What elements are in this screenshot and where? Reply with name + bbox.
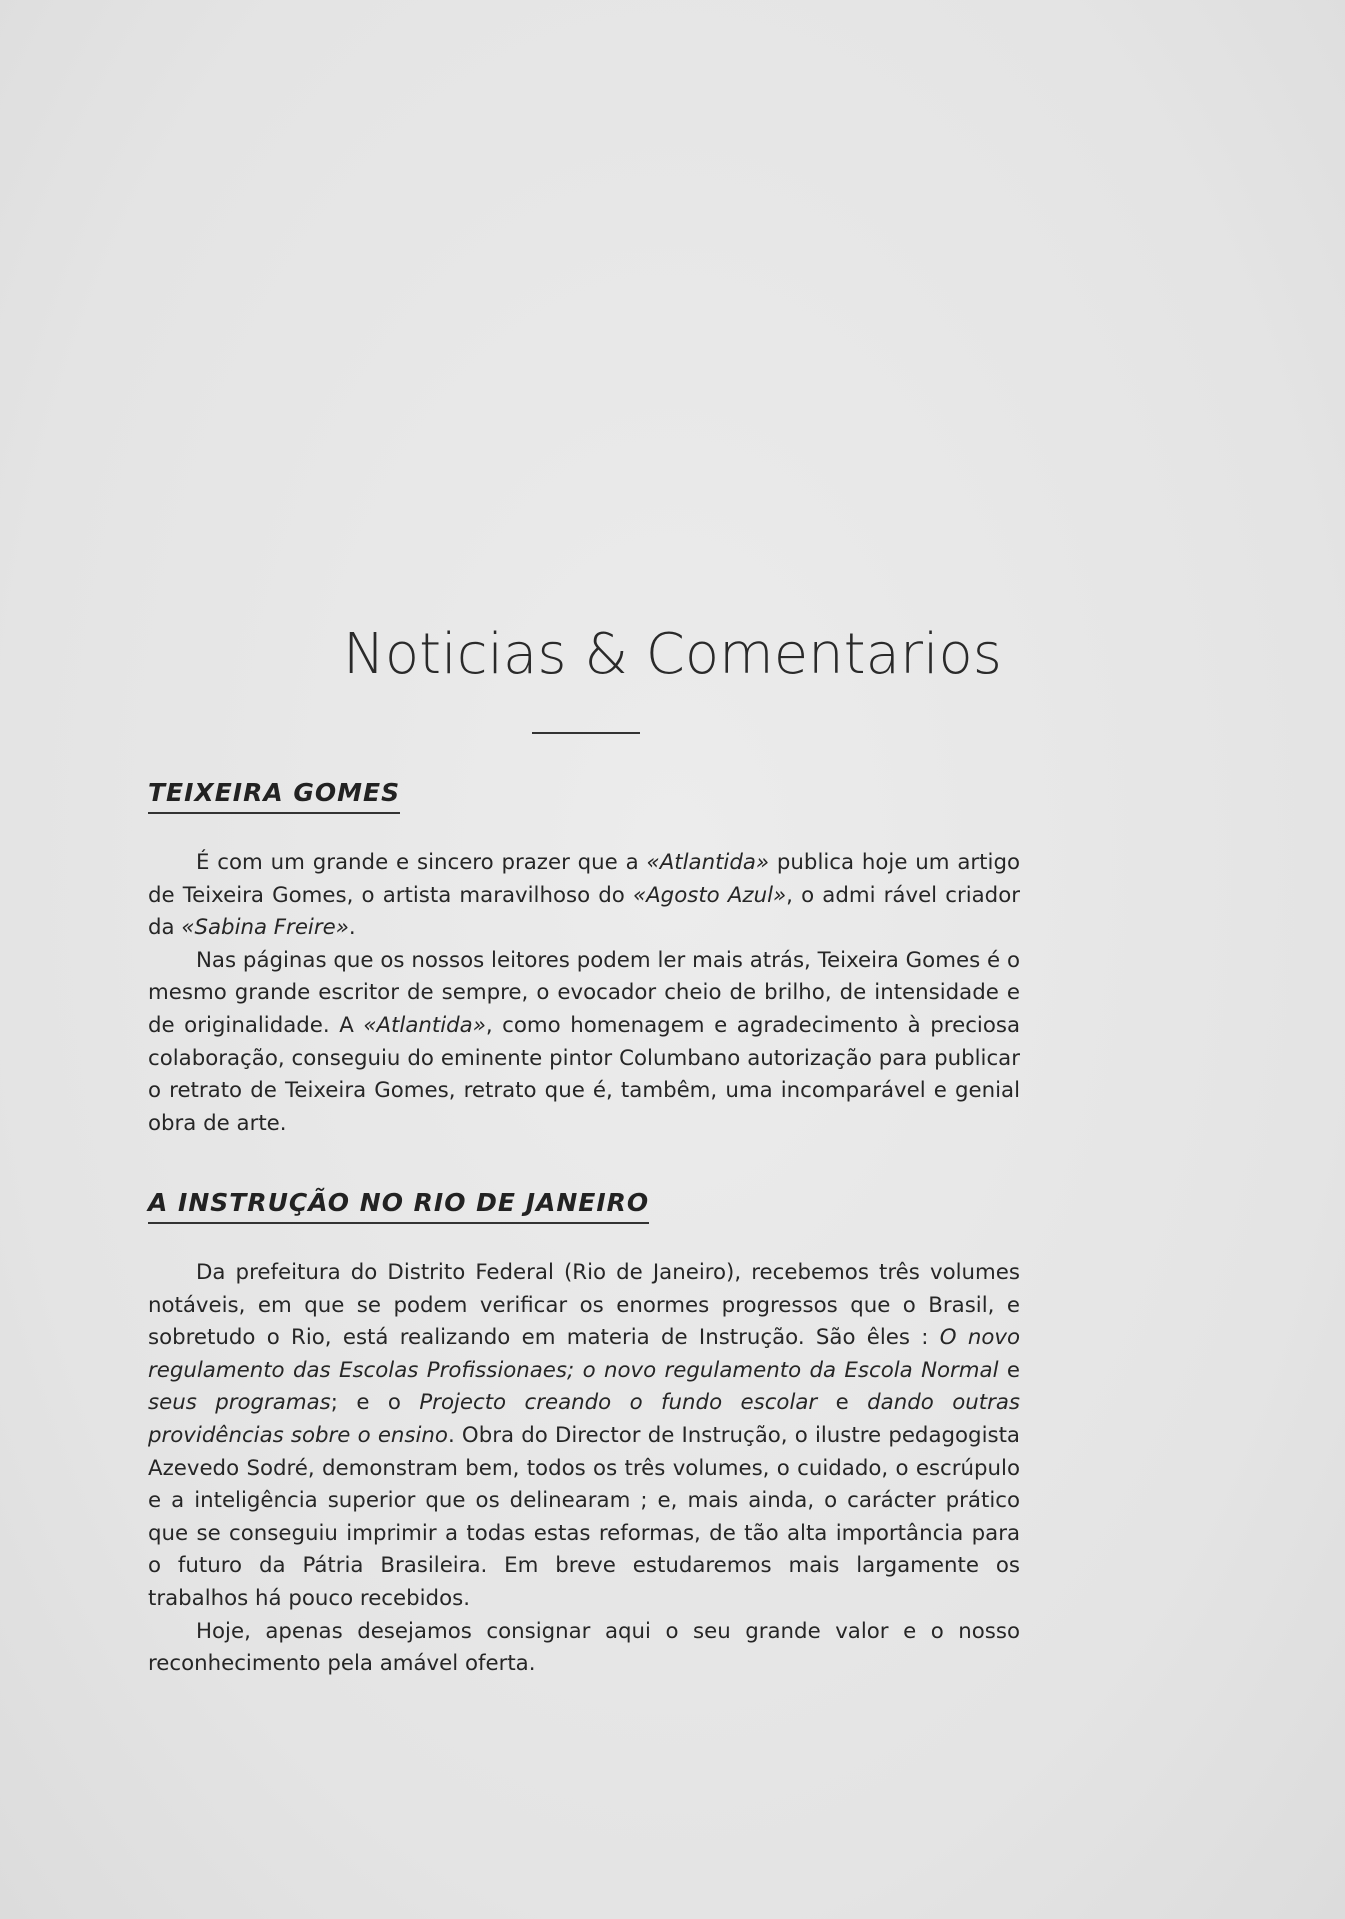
section-instrucao-rio: [148, 1186, 1020, 1681]
text-run: . Obra do Director de Instrução, o ilustre pedagogista Azevedo Sodré, demonstram bem, todos os três volumes, o cuidado, o escrúpulo e a inteligência superior que os delinearam ; e, mais ainda, o carácter prático que se conseguiu imprimir a todas estas reformas, de tão alta importância para o futuro da Pátria Brasileira. Em breve estudaremos mais largamente os trabalhos há pouco recebidos.: [148, 1422, 1020, 1611]
text-run: Da prefeitura do Distrito Federal (Rio de Janeiro), recebemos três volumes notáveis, em que se podem verificar os enormes progressos que o Brasil, e sobretudo o Rio, está realizando em materia de Instrução. São êles :: [148, 1260, 1020, 1351]
italic-text-run: «Atlantida»: [363, 1012, 486, 1038]
paragraph: [148, 847, 1020, 945]
italic-text-run: Projecto creando o fundo escolar: [419, 1390, 818, 1416]
text-run: , como homenagem e agradecimento à preciosa colaboração, conseguiu do eminente pintor Columbano autorização para publicar o retrato de Teixeira Gomes, retrato que é, tambêm, uma incomparável e genial obra de arte.: [148, 1012, 1020, 1136]
italic-text-run: «Atlantida»: [646, 850, 770, 875]
section-heading: TEIXEIRA GOMES: [148, 776, 400, 814]
text-run: publica hoje um artigo de Teixeira Gomes, o artista maravilhoso do: [148, 850, 1020, 908]
text-run: , o admi rável criador da: [148, 882, 1020, 941]
text-run: .: [348, 915, 356, 941]
text-run: Nas páginas que os nossos leitores podem ler mais atrás, Teixeira Gomes é o mesmo grande escritor de sempre, o evocador cheio de brilho, de intensidade e de originalidade. A: [148, 947, 1020, 1038]
paragraph: [148, 945, 1020, 1141]
italic-text-run: seus programas: [148, 1390, 331, 1416]
title-rule: [532, 732, 640, 734]
italic-text-run: «Agosto Azul»: [632, 882, 787, 908]
text-run: Hoje, apenas desejamos consignar aqui o seu grande valor e o nosso reconhecimento pela amável oferta.: [148, 1618, 1020, 1677]
paragraph: [148, 1257, 1020, 1616]
text-run: e: [998, 1357, 1021, 1383]
page-title: Noticias & Comentarios: [343, 622, 1002, 687]
text-run: É com um grande e sincero prazer que a: [196, 850, 647, 875]
paragraph: [148, 1616, 1020, 1681]
section-body: [148, 1257, 1020, 1681]
italic-text-run: O novo regulamento das Escolas Profissionaes; o novo regulamento da Escola Normal: [148, 1325, 1020, 1383]
section-body: [148, 847, 1020, 1140]
section-heading: A INSTRUÇÃO NO RIO DE JANEIRO: [148, 1186, 649, 1224]
section-teixeira-gomes: [148, 776, 1020, 1140]
italic-text-run: «Sabina Freire»: [181, 915, 349, 941]
text-run: ; e o: [330, 1390, 420, 1416]
text-run: e: [817, 1390, 868, 1416]
italic-text-run: dando outras providências sobre o ensino: [148, 1390, 1020, 1448]
